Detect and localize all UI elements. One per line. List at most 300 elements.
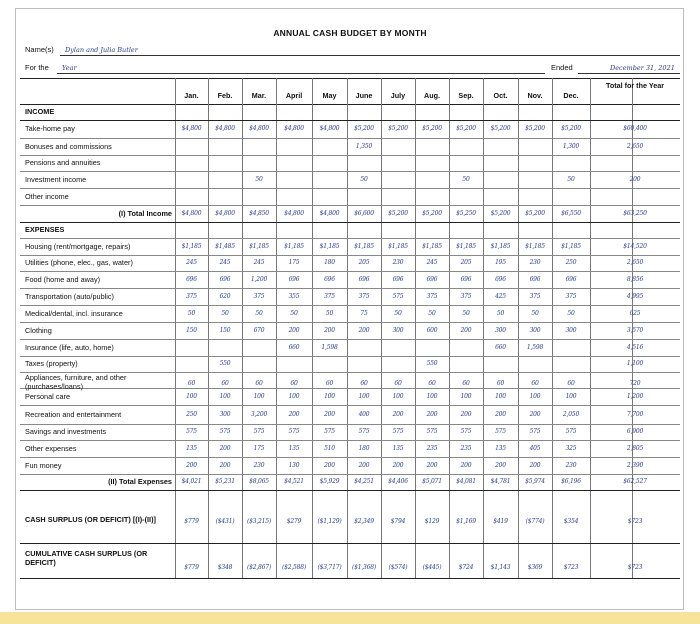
table-cell: 200 [324,326,335,334]
table-cell: $14,520 [623,242,647,250]
table-cell: 100 [219,392,231,400]
table-cell: $6,600 [354,209,374,217]
column-header: Total for the Year [605,81,665,90]
table-cell: 60 [255,380,263,387]
column-header: Nov. [527,91,543,100]
table-cell: 1,598 [321,343,338,351]
table-cell: 175 [253,444,265,452]
table-cell: 575 [324,428,335,435]
table-cell: ($574) [388,564,408,571]
table-cell: 375 [253,292,265,300]
table-cell: 1,200 [626,392,644,400]
table-cell: 175 [288,259,300,266]
row-rule [20,120,680,121]
table-cell: 575 [495,428,506,435]
sheet-title: ANNUAL CASH BUDGET BY MONTH [273,28,427,38]
table-cell: $4,521 [284,478,304,485]
table-cell: 696 [495,275,506,283]
row-label: Food (home and away) [25,274,101,284]
table-cell: 100 [495,392,506,400]
row-rule [20,138,680,139]
row-rule [20,205,680,206]
table-cell: $348 [217,564,233,571]
table-cell: $779 [184,564,199,571]
table-cell: 696 [529,275,541,283]
table-cell: 2,650 [626,142,644,150]
table-cell: $1,185 [249,242,269,250]
row-label: Utilities (phone, elec., gas, water) [25,258,133,267]
table-cell: 200 [219,444,231,452]
table-cell: 135 [186,444,197,452]
table-cell: 200 [529,410,541,418]
table-cell: 660 [288,343,300,351]
table-cell: 575 [219,428,231,435]
table-cell: $62,527 [623,478,647,485]
table-cell: 135 [495,444,506,452]
table-cell: $5,231 [215,478,235,485]
row-label: Transportation (auto/public) [25,291,114,301]
table-cell: 405 [529,444,541,452]
table-cell: 1,100 [626,360,644,367]
table-cell: 135 [392,444,404,452]
row-rule [20,474,680,475]
row-label: (I) Total Income [118,208,172,218]
table-cell: 200 [219,461,231,469]
table-cell: 375 [529,292,541,300]
row-label: EXPENSES [25,225,65,234]
table-cell: 50 [567,309,575,317]
column-header: Feb. [217,91,233,100]
table-cell: 180 [324,259,335,266]
table-cell: $5,200 [490,209,511,217]
table-top-rule [20,78,680,79]
row-rule [20,222,680,223]
row-label: Savings and investments [25,427,107,436]
row-label: INCOME [25,107,55,116]
names-label: Name(s) [25,45,54,54]
table-cell: $5,200 [456,125,476,132]
table-cell: 720 [629,380,641,387]
table-cell: 60 [290,380,298,387]
table-cell: 235 [426,444,438,452]
table-cell: 575 [392,292,404,300]
table-cell: $5,200 [525,209,545,217]
table-cell: 620 [219,292,231,300]
row-label: Other income [25,191,69,201]
table-cell: $4,081 [456,478,476,485]
table-cell: 375 [426,292,438,300]
row-rule [20,171,680,172]
table-cell: 60 [360,380,368,387]
table-cell: 625 [629,309,641,317]
table-cell: 50 [531,309,539,317]
table-cell: 325 [565,444,577,452]
table-cell: 200 [495,410,506,418]
table-cell: 250 [565,259,577,266]
table-cell: 50 [360,175,368,183]
table-cell: 60 [187,380,196,387]
column-header: Sep. [458,91,474,100]
table-cell: 575 [253,428,265,435]
table-cell: 2,805 [626,444,644,452]
table-cell: 200 [629,175,641,183]
table-cell: 50 [187,309,196,317]
table-cell: ($2,867) [246,564,272,571]
table-cell: 696 [219,275,231,283]
row-rule [20,305,680,306]
table-cell: 100 [529,392,541,400]
table-cell: 150 [219,326,231,334]
table-cell: 696 [288,275,300,283]
table-cell: $5,200 [422,125,442,132]
table-cell: $4,800 [284,209,304,217]
row-label: Recreation and entertainment [25,409,122,419]
table-cell: $6,196 [561,478,581,485]
table-cell: 2,050 [562,410,580,418]
table-cell: $129 [424,518,440,525]
table-cell: 300 [565,326,577,334]
table-cell: $723 [627,518,643,525]
table-cell: 3,200 [250,410,268,418]
table-cell: 100 [460,392,472,400]
table-cell: 230 [565,461,577,469]
table-cell: $5,250 [456,209,476,217]
table-cell: 230 [529,259,541,266]
table-cell: 375 [565,292,577,300]
table-cell: 1,200 [250,275,268,283]
table-cell: $354 [563,518,579,525]
table-cell: 100 [426,392,438,400]
row-rule [20,424,680,425]
table-cell: $5,200 [388,209,408,217]
table-cell: 200 [426,461,438,469]
table-cell: 60 [221,380,229,387]
table-cell: $4,406 [388,478,408,485]
table-cell: $1,185 [561,242,581,250]
table-cell: 100 [253,392,265,400]
table-cell: 200 [460,326,472,334]
table-cell: 50 [394,309,402,317]
table-cell: 696 [392,275,404,283]
table-cell: 550 [426,360,438,367]
table-cell: $1,185 [181,242,202,250]
row-rule [20,155,680,156]
table-cell: 4,516 [626,343,644,351]
table-cell: $60,400 [623,125,647,132]
table-cell: 7,700 [626,410,644,418]
table-cell: 300 [529,326,541,334]
row-label: Take-home pay [25,124,75,133]
table-cell: 195 [495,259,506,266]
table-cell: 60 [531,380,539,387]
table-cell: $4,800 [215,125,235,132]
names-underline [60,55,680,56]
table-cell: $4,800 [181,125,202,132]
table-cell: $4,800 [249,125,269,132]
row-label: Personal care [25,391,71,401]
table-cell: 50 [567,175,575,183]
row-rule [20,543,680,544]
table-cell: $4,800 [215,209,235,217]
column-header: June [355,91,373,100]
for-the-value: Year [62,64,77,72]
table-cell: 150 [186,326,197,334]
table-cell: $724 [458,564,474,571]
table-cell: 50 [496,309,505,317]
table-cell: 375 [186,292,197,300]
row-label: Investment income [25,174,87,184]
table-cell: 200 [288,326,300,334]
table-cell: 200 [495,461,506,469]
table-cell: 600 [426,326,438,334]
table-cell: ($1,129) [317,518,342,525]
names-value: Dylan and Julia Butler [65,46,138,54]
row-rule [20,457,680,458]
table-cell: 100 [288,392,300,400]
row-rule [20,188,680,189]
table-cell: $1,185 [525,242,545,250]
table-cell: 250 [186,410,197,418]
row-label: Taxes (property) [25,359,78,368]
table-cell: 660 [495,343,506,351]
table-cell: 230 [392,259,404,266]
table-cell: 100 [565,392,577,400]
table-cell: 50 [428,309,436,317]
table-cell: 200 [324,410,335,418]
table-cell: $1,185 [354,242,374,250]
table-cell: 75 [360,309,368,317]
row-label: Clothing [25,325,52,335]
row-label: Housing (rent/mortgage, repairs) [25,241,131,251]
table-cell: 245 [186,259,197,266]
table-cell: 575 [426,428,438,435]
table-cell: 200 [529,461,541,469]
table-cell: ($3,717) [317,564,342,571]
table-cell: $1,185 [490,242,511,250]
table-cell: 575 [358,428,370,435]
table-cell: 575 [186,428,197,435]
row-rule [20,288,680,289]
ended-value: December 31, 2021 [610,64,675,72]
table-cell: $1,143 [490,564,511,571]
table-cell: $4,800 [319,209,340,217]
table-cell: 100 [358,392,370,400]
table-cell: 2,390 [626,461,644,469]
row-label: CUMULATIVE CASH SURPLUS (OR DEFICIT) [25,549,148,567]
table-cell: $4,781 [490,478,511,485]
table-cell: $5,974 [525,478,545,485]
table-cell: $723 [563,564,579,571]
table-cell: $279 [286,518,302,525]
row-label: Bonuses and commissions [25,141,112,151]
column-header: Oct. [493,91,508,100]
table-cell: 60 [496,380,505,387]
table-cell: 60 [394,380,402,387]
ended-underline [578,73,680,74]
row-rule [20,238,680,239]
ended-label: Ended [551,63,573,72]
table-cell: ($1,368) [351,564,377,571]
table-cell: $1,185 [456,242,476,250]
row-label: Appliances, furniture, and other (purchases/loans) [25,373,127,391]
row-rule [20,356,680,357]
table-cell: 50 [462,309,470,317]
table-cell: $8,065 [249,478,269,485]
table-cell: 180 [358,444,370,452]
table-cell: 60 [428,380,436,387]
table-cell: $1,185 [284,242,304,250]
table-cell: 575 [392,428,404,435]
table-cell: 375 [358,292,370,300]
table-cell: 375 [460,292,472,300]
table-cell: 575 [529,428,541,435]
table-cell: ($3,215) [246,518,272,525]
table-cell: 200 [460,461,472,469]
row-rule [20,322,680,323]
table-cell: $794 [390,518,406,525]
table-cell: 696 [324,275,335,283]
table-cell: 100 [186,392,197,400]
table-cell: 50 [325,309,334,317]
footer-band [0,612,700,624]
table-cell: 50 [255,309,263,317]
table-cell: 200 [324,461,335,469]
table-cell: 60 [325,380,334,387]
table-cell: 355 [288,292,300,300]
table-cell: 200 [460,410,472,418]
table-cell: $1,185 [422,242,442,250]
table-cell: $5,071 [422,478,442,485]
table-cell: 205 [358,259,370,266]
row-rule [20,490,680,491]
table-cell: $4,850 [249,209,269,217]
table-cell: 375 [324,292,335,300]
header-rule [20,104,680,105]
table-cell: 50 [462,175,470,183]
table-cell: 100 [324,392,335,400]
for-the-underline [57,73,545,74]
column-header: Jan. [184,91,199,100]
column-header: Dec. [563,91,579,100]
table-cell: 575 [565,428,577,435]
table-cell: 696 [460,275,472,283]
row-rule [20,271,680,272]
table-cell: 1,350 [355,142,373,150]
table-cell: 425 [495,292,506,300]
table-cell: $6,550 [561,209,581,217]
table-cell: 50 [221,309,229,317]
row-label: Insurance (life, auto, home) [25,342,114,352]
table-cell: 696 [186,275,197,283]
for-the-label: For the [25,63,49,72]
table-cell: $4,021 [181,478,202,485]
table-cell: 200 [426,410,438,418]
table-cell: 200 [186,461,197,469]
table-cell: 205 [460,259,472,266]
row-label: Fun money [25,460,62,470]
table-cell: $2,349 [354,518,374,525]
table-cell: 4,995 [626,292,644,300]
table-cell: 100 [392,392,404,400]
table-cell: 575 [288,428,300,435]
table-cell: 696 [426,275,438,283]
table-cell: $5,200 [354,125,374,132]
table-cell: $5,929 [319,478,340,485]
row-rule [20,578,680,579]
row-label: (II) Total Expenses [108,477,172,486]
table-cell: $1,169 [456,518,476,525]
column-header: May [322,91,337,100]
table-cell: 200 [392,410,404,418]
table-cell: $5,200 [422,209,442,217]
table-cell: 135 [288,444,300,452]
row-rule [20,440,680,441]
row-label: CASH SURPLUS (OR DEFICIT) [(I)-(II)] [25,515,156,524]
table-cell: $4,800 [319,125,340,132]
table-cell: $5,200 [388,125,408,132]
table-cell: 575 [460,428,472,435]
table-cell: 230 [253,461,265,469]
table-cell: 130 [288,461,300,469]
table-cell: 235 [460,444,472,452]
row-label: Other expenses [25,443,77,453]
column-header: April [285,91,303,100]
table-cell: ($774) [525,518,545,525]
table-cell: $5,200 [525,125,545,132]
table-cell: ($445) [422,564,442,571]
table-cell: 245 [426,259,438,266]
table-cell: 245 [253,259,265,266]
table-cell: $5,200 [490,125,511,132]
table-cell: 60 [567,380,575,387]
table-cell: 300 [495,326,506,334]
table-cell: 2,650 [626,259,644,266]
table-cell: 300 [392,326,404,334]
table-cell: $1,185 [388,242,408,250]
table-cell: 50 [255,175,263,183]
table-cell: 510 [324,444,335,452]
table-cell: $4,800 [181,209,202,217]
table-cell: 3,570 [626,326,644,334]
table-cell: $419 [493,518,508,525]
table-cell: 400 [358,410,370,418]
table-cell: $5,200 [561,125,581,132]
table-cell: $4,800 [284,125,304,132]
table-cell: 200 [392,461,404,469]
table-cell: $369 [527,564,543,571]
row-rule [20,405,680,406]
table-cell: $4,251 [354,478,374,485]
table-cell: $723 [627,564,643,571]
table-cell: 696 [565,275,577,283]
table-cell: 200 [358,326,370,334]
row-label: Medical/dental, incl. insurance [25,308,123,318]
column-header: July [390,91,406,100]
table-cell: 50 [290,309,298,317]
table-cell: $1,485 [215,242,235,250]
table-cell: 200 [288,410,300,418]
table-cell: 6,900 [626,428,644,435]
table-cell: 550 [219,360,231,367]
column-header: Aug. [424,91,440,100]
table-cell: 8,856 [626,275,644,283]
table-cell: $63,250 [623,209,647,217]
table-cell: 670 [253,326,265,334]
table-cell: 696 [358,275,370,283]
table-cell: 60 [462,380,470,387]
row-rule [20,339,680,340]
row-label: Pensions and annuities [25,158,101,167]
